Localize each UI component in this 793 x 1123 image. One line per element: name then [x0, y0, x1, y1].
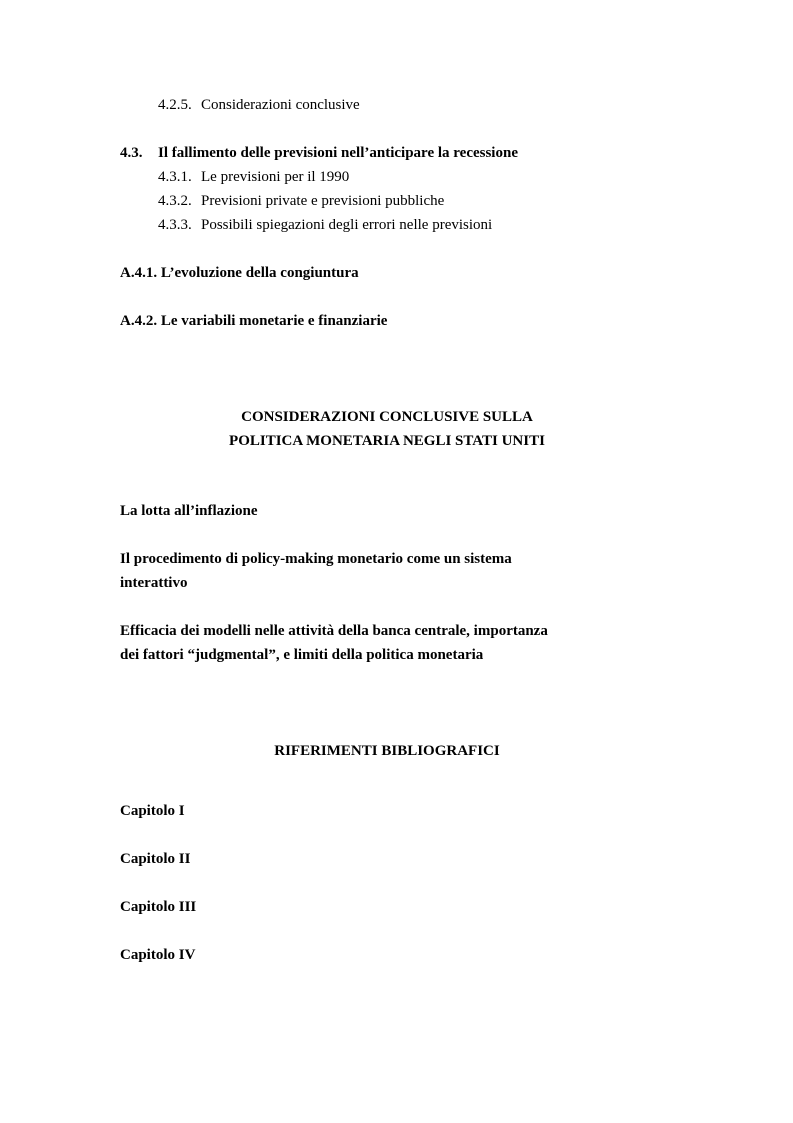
conclusions-heading-line-1: CONSIDERAZIONI CONCLUSIVE SULLA: [241, 409, 533, 425]
toc-item-4-3-3: [158, 216, 492, 234]
toc-item-title: Possibili spiegazioni degli errori nelle previsioni: [201, 217, 493, 233]
toc-item-4-3-2: [158, 192, 444, 210]
toc-item-number: 4.3.1.: [158, 169, 192, 185]
toc-section-title: Il fallimento delle previsioni nell’anticipare la recessione: [158, 145, 518, 161]
conclusions-item-models-line-2: dei fattori “judgmental”, e limiti della politica monetaria: [120, 647, 484, 663]
toc-section-4-3: [120, 144, 518, 162]
references-heading: RIFERIMENTI BIBLIOGRAFICI: [274, 743, 500, 759]
references-chapter-1: Capitolo I: [120, 803, 185, 819]
conclusions-item-policy-making-line-2: interattivo: [120, 575, 188, 591]
references-chapter-3: Capitolo III: [120, 899, 197, 915]
toc-appendix-a-4-1: A.4.1. L’evoluzione della congiuntura: [120, 265, 359, 281]
conclusions-item-policy-making-line-1: Il procedimento di policy-making monetario come un sistema: [120, 551, 512, 567]
toc-item-number: 4.3.3.: [158, 217, 192, 233]
toc-item-number: 4.2.5.: [158, 97, 192, 113]
conclusions-item-inflation: La lotta all’inflazione: [120, 503, 258, 519]
toc-item-4-3-1: [158, 168, 349, 186]
toc-section-number: 4.3.: [120, 145, 143, 161]
references-chapter-2: Capitolo II: [120, 851, 191, 867]
toc-item-title: Previsioni private e previsioni pubbliche: [201, 193, 445, 209]
references-chapter-4: Capitolo IV: [120, 947, 196, 963]
toc-item-title: Le previsioni per il 1990: [201, 169, 350, 185]
toc-item-title: Considerazioni conclusive: [201, 97, 360, 113]
toc-item-4-2-5: [158, 96, 360, 114]
toc-item-number: 4.3.2.: [158, 193, 192, 209]
toc-appendix-a-4-2: A.4.2. Le variabili monetarie e finanziarie: [120, 313, 388, 329]
conclusions-heading-line-2: POLITICA MONETARIA NEGLI STATI UNITI: [229, 433, 545, 449]
conclusions-item-models-line-1: Efficacia dei modelli nelle attività della banca centrale, importanza: [120, 623, 548, 639]
